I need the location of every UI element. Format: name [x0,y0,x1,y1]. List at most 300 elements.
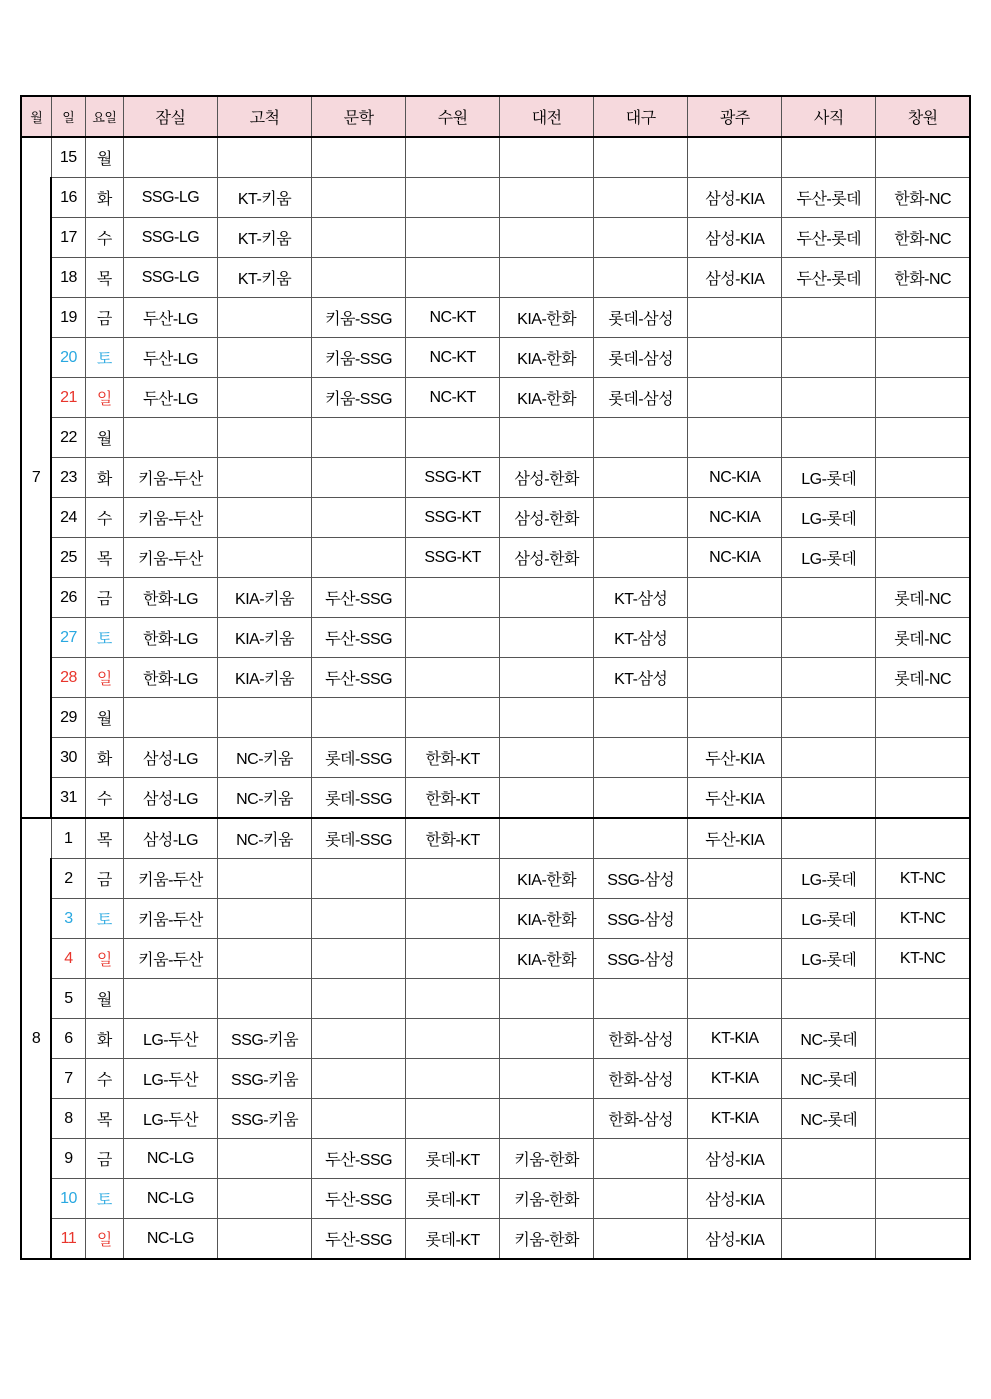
game-cell-gocheok: KIA-키움 [218,578,312,618]
game-cell-daejeon: 키움-한화 [500,1179,594,1219]
table-row [21,458,970,498]
table-row [21,658,970,698]
game-cell-munhak [312,418,406,458]
dow-cell: 금 [85,1139,123,1179]
game-cell-gwangju: 두산-KIA [688,738,782,778]
game-cell-sajik: 두산-롯데 [782,218,876,258]
game-cell-gwangju [688,698,782,738]
table-row [21,218,970,258]
game-cell-jamsil: 삼성-LG [123,818,217,859]
game-cell-jamsil: SSG-LG [123,178,217,218]
game-cell-daejeon: KIA-한화 [500,338,594,378]
game-cell-gwangju: 삼성-KIA [688,1179,782,1219]
game-cell-munhak: 롯데-SSG [312,778,406,819]
game-cell-sajik [782,818,876,859]
game-cell-sajik: NC-롯데 [782,1019,876,1059]
game-cell-changwon [876,1139,970,1179]
dow-cell: 일 [85,1219,123,1260]
day-cell: 25 [51,538,85,578]
table-row [21,939,970,979]
game-cell-changwon [876,1179,970,1219]
game-cell-suwon: NC-KT [406,338,500,378]
game-cell-daegu [594,1219,688,1260]
game-cell-changwon [876,1019,970,1059]
game-cell-changwon: KT-NC [876,859,970,899]
game-cell-sajik [782,698,876,738]
game-cell-jamsil: LG-두산 [123,1059,217,1099]
game-cell-sajik: NC-롯데 [782,1059,876,1099]
game-cell-gwangju [688,618,782,658]
game-cell-gwangju: 두산-KIA [688,778,782,819]
table-row [21,1139,970,1179]
game-cell-daejeon [500,258,594,298]
header-month: 월 [21,96,51,137]
game-cell-jamsil: LG-두산 [123,1019,217,1059]
dow-cell: 화 [85,458,123,498]
game-cell-changwon [876,137,970,178]
game-cell-gwangju [688,859,782,899]
game-cell-daejeon [500,218,594,258]
game-cell-daegu: 롯데-삼성 [594,378,688,418]
game-cell-jamsil: 한화-LG [123,618,217,658]
game-cell-suwon: 한화-KT [406,738,500,778]
dow-cell: 일 [85,378,123,418]
game-cell-sajik [782,738,876,778]
game-cell-daejeon: 키움-한화 [500,1139,594,1179]
game-cell-suwon: NC-KT [406,378,500,418]
game-cell-gocheok [218,1179,312,1219]
game-cell-daejeon [500,1019,594,1059]
game-cell-munhak: 롯데-SSG [312,738,406,778]
game-cell-munhak: 두산-SSG [312,658,406,698]
game-cell-munhak [312,939,406,979]
game-cell-munhak: 두산-SSG [312,578,406,618]
dow-cell: 목 [85,818,123,859]
schedule-page [20,95,971,1260]
game-cell-changwon [876,338,970,378]
game-cell-gocheok [218,538,312,578]
day-cell: 15 [51,137,85,178]
game-cell-suwon [406,258,500,298]
game-cell-munhak: 키움-SSG [312,338,406,378]
game-cell-sajik: LG-롯데 [782,458,876,498]
header-row [21,96,970,137]
game-cell-jamsil [123,418,217,458]
dow-cell: 화 [85,1019,123,1059]
game-cell-jamsil: 키움-두산 [123,859,217,899]
day-cell: 28 [51,658,85,698]
day-cell: 21 [51,378,85,418]
game-cell-jamsil [123,698,217,738]
day-cell: 4 [51,939,85,979]
game-cell-suwon [406,178,500,218]
game-cell-jamsil: SSG-LG [123,258,217,298]
game-cell-suwon [406,418,500,458]
game-cell-jamsil: NC-LG [123,1139,217,1179]
game-cell-jamsil: 한화-LG [123,578,217,618]
game-cell-changwon [876,1219,970,1260]
game-cell-suwon [406,218,500,258]
game-cell-daejeon [500,818,594,859]
game-cell-munhak [312,178,406,218]
dow-cell: 일 [85,658,123,698]
game-cell-daegu: SSG-삼성 [594,939,688,979]
game-cell-sajik: 두산-롯데 [782,258,876,298]
header-day: 일 [51,96,85,137]
game-cell-sajik [782,338,876,378]
game-cell-daegu [594,738,688,778]
table-row [21,1179,970,1219]
game-cell-sajik [782,979,876,1019]
game-cell-suwon: 롯데-KT [406,1179,500,1219]
game-cell-jamsil: 한화-LG [123,658,217,698]
game-cell-daejeon: 삼성-한화 [500,458,594,498]
dow-cell: 금 [85,298,123,338]
game-cell-munhak: 두산-SSG [312,1139,406,1179]
game-cell-jamsil [123,979,217,1019]
game-cell-munhak [312,698,406,738]
game-cell-daegu: KT-삼성 [594,578,688,618]
day-cell: 19 [51,298,85,338]
game-cell-changwon: 한화-NC [876,178,970,218]
table-row [21,1219,970,1260]
game-cell-sajik [782,658,876,698]
game-cell-gocheok: KIA-키움 [218,658,312,698]
game-cell-daegu [594,498,688,538]
game-cell-suwon [406,578,500,618]
game-cell-sajik [782,298,876,338]
game-cell-changwon [876,298,970,338]
game-cell-jamsil: 삼성-LG [123,738,217,778]
table-row [21,538,970,578]
baseball-schedule-table [20,95,971,1260]
table-row [21,738,970,778]
day-cell: 31 [51,778,85,819]
game-cell-gwangju [688,658,782,698]
day-cell: 1 [51,818,85,859]
game-cell-gwangju: NC-KIA [688,498,782,538]
game-cell-changwon: 롯데-NC [876,618,970,658]
table-row [21,298,970,338]
game-cell-daegu: SSG-삼성 [594,859,688,899]
game-cell-gocheok [218,899,312,939]
game-cell-daejeon [500,738,594,778]
game-cell-gwangju: NC-KIA [688,538,782,578]
game-cell-munhak: 키움-SSG [312,298,406,338]
dow-cell: 수 [85,778,123,819]
game-cell-changwon [876,498,970,538]
game-cell-daejeon [500,418,594,458]
game-cell-jamsil: 키움-두산 [123,899,217,939]
day-cell: 3 [51,899,85,939]
game-cell-sajik: 두산-롯데 [782,178,876,218]
day-cell: 27 [51,618,85,658]
game-cell-gocheok [218,979,312,1019]
game-cell-suwon [406,137,500,178]
table-body [21,137,970,1259]
game-cell-gwangju: 삼성-KIA [688,178,782,218]
game-cell-suwon [406,899,500,939]
day-cell: 2 [51,859,85,899]
game-cell-daejeon [500,178,594,218]
game-cell-munhak: 두산-SSG [312,1179,406,1219]
game-cell-sajik: LG-롯데 [782,939,876,979]
dow-cell: 금 [85,578,123,618]
game-cell-sajik [782,137,876,178]
game-cell-gwangju [688,979,782,1019]
game-cell-gwangju [688,418,782,458]
game-cell-sajik: LG-롯데 [782,538,876,578]
game-cell-sajik [782,1139,876,1179]
game-cell-suwon [406,859,500,899]
game-cell-munhak: 롯데-SSG [312,818,406,859]
game-cell-gocheok: SSG-키움 [218,1099,312,1139]
game-cell-sajik [782,1219,876,1260]
game-cell-munhak [312,979,406,1019]
game-cell-changwon: KT-NC [876,939,970,979]
day-cell: 18 [51,258,85,298]
table-row [21,258,970,298]
game-cell-jamsil: 키움-두산 [123,939,217,979]
game-cell-gwangju [688,899,782,939]
header-venue-jamsil: 잠실 [123,96,217,137]
game-cell-changwon [876,538,970,578]
game-cell-gwangju: KT-KIA [688,1059,782,1099]
game-cell-sajik [782,578,876,618]
dow-cell: 월 [85,698,123,738]
game-cell-sajik [782,778,876,819]
game-cell-jamsil [123,137,217,178]
month-cell: 7 [21,137,51,818]
game-cell-gocheok: SSG-키움 [218,1059,312,1099]
game-cell-daejeon [500,137,594,178]
game-cell-changwon: KT-NC [876,899,970,939]
game-cell-sajik [782,1179,876,1219]
game-cell-gocheok: KT-키움 [218,218,312,258]
game-cell-daejeon [500,698,594,738]
game-cell-munhak [312,498,406,538]
dow-cell: 수 [85,1059,123,1099]
game-cell-sajik [782,618,876,658]
game-cell-sajik: LG-롯데 [782,859,876,899]
game-cell-munhak [312,218,406,258]
game-cell-jamsil: 두산-LG [123,338,217,378]
game-cell-daegu [594,778,688,819]
game-cell-gocheok: NC-키움 [218,818,312,859]
header-venue-gwangju: 광주 [688,96,782,137]
game-cell-suwon [406,1059,500,1099]
game-cell-gocheok [218,498,312,538]
game-cell-gwangju: 삼성-KIA [688,258,782,298]
dow-cell: 화 [85,738,123,778]
table-row [21,899,970,939]
day-cell: 24 [51,498,85,538]
game-cell-sajik [782,378,876,418]
game-cell-sajik [782,418,876,458]
header-venue-daegu: 대구 [594,96,688,137]
game-cell-daejeon [500,618,594,658]
day-cell: 22 [51,418,85,458]
game-cell-changwon [876,458,970,498]
game-cell-jamsil: LG-두산 [123,1099,217,1139]
table-row [21,378,970,418]
game-cell-daegu: 한화-삼성 [594,1099,688,1139]
game-cell-suwon [406,1099,500,1139]
game-cell-suwon: 롯데-KT [406,1139,500,1179]
game-cell-daegu: 롯데-삼성 [594,298,688,338]
game-cell-munhak [312,859,406,899]
game-cell-changwon [876,778,970,819]
day-cell: 9 [51,1139,85,1179]
game-cell-gwangju [688,338,782,378]
game-cell-gwangju [688,137,782,178]
game-cell-changwon [876,738,970,778]
game-cell-gocheok [218,1139,312,1179]
game-cell-jamsil: 키움-두산 [123,538,217,578]
game-cell-daejeon: 삼성-한화 [500,538,594,578]
game-cell-jamsil: 삼성-LG [123,778,217,819]
day-cell: 11 [51,1219,85,1260]
game-cell-gwangju: KT-KIA [688,1099,782,1139]
game-cell-gocheok: KIA-키움 [218,618,312,658]
game-cell-gwangju: 삼성-KIA [688,218,782,258]
game-cell-suwon: 한화-KT [406,778,500,819]
table-row [21,338,970,378]
game-cell-sajik: LG-롯데 [782,498,876,538]
game-cell-daegu [594,137,688,178]
game-cell-suwon: 한화-KT [406,818,500,859]
table-row [21,778,970,819]
game-cell-changwon [876,378,970,418]
table-row [21,1019,970,1059]
header-venue-gocheok: 고척 [218,96,312,137]
game-cell-daegu [594,979,688,1019]
game-cell-changwon [876,979,970,1019]
day-cell: 17 [51,218,85,258]
game-cell-suwon [406,979,500,1019]
game-cell-daejeon [500,1059,594,1099]
table-row [21,137,970,178]
game-cell-changwon [876,418,970,458]
game-cell-gwangju [688,378,782,418]
game-cell-daegu [594,538,688,578]
game-cell-suwon: SSG-KT [406,498,500,538]
game-cell-daegu [594,1179,688,1219]
game-cell-daejeon [500,658,594,698]
game-cell-jamsil: NC-LG [123,1219,217,1260]
game-cell-daejeon: 삼성-한화 [500,498,594,538]
game-cell-daegu: KT-삼성 [594,618,688,658]
game-cell-gwangju: 삼성-KIA [688,1219,782,1260]
game-cell-daejeon: KIA-한화 [500,378,594,418]
game-cell-gocheok: KT-키움 [218,258,312,298]
header-venue-suwon: 수원 [406,96,500,137]
day-cell: 7 [51,1059,85,1099]
game-cell-suwon: NC-KT [406,298,500,338]
dow-cell: 토 [85,618,123,658]
header-venue-changwon: 창원 [876,96,970,137]
game-cell-munhak [312,1099,406,1139]
game-cell-munhak: 두산-SSG [312,1219,406,1260]
game-cell-gocheok [218,859,312,899]
game-cell-munhak [312,899,406,939]
table-row [21,498,970,538]
game-cell-daegu: KT-삼성 [594,658,688,698]
game-cell-daegu [594,1139,688,1179]
game-cell-sajik: LG-롯데 [782,899,876,939]
game-cell-daegu [594,818,688,859]
game-cell-daegu: 롯데-삼성 [594,338,688,378]
game-cell-gwangju [688,578,782,618]
game-cell-suwon: SSG-KT [406,538,500,578]
game-cell-munhak [312,1019,406,1059]
month-cell: 8 [21,818,51,1259]
game-cell-suwon: 롯데-KT [406,1219,500,1260]
dow-cell: 수 [85,498,123,538]
game-cell-daejeon [500,578,594,618]
dow-cell: 일 [85,939,123,979]
game-cell-daejeon [500,778,594,819]
day-cell: 26 [51,578,85,618]
dow-cell: 목 [85,258,123,298]
game-cell-changwon [876,1059,970,1099]
dow-cell: 수 [85,218,123,258]
table-row [21,418,970,458]
day-cell: 16 [51,178,85,218]
day-cell: 29 [51,698,85,738]
game-cell-suwon: SSG-KT [406,458,500,498]
game-cell-gocheok [218,418,312,458]
game-cell-gocheok [218,378,312,418]
day-cell: 8 [51,1099,85,1139]
game-cell-changwon: 롯데-NC [876,658,970,698]
dow-cell: 월 [85,418,123,458]
game-cell-daegu [594,418,688,458]
header-venue-daejeon: 대전 [500,96,594,137]
game-cell-daejeon: KIA-한화 [500,859,594,899]
game-cell-gocheok [218,1219,312,1260]
dow-cell: 월 [85,979,123,1019]
game-cell-jamsil: NC-LG [123,1179,217,1219]
game-cell-gwangju: KT-KIA [688,1019,782,1059]
table-row [21,1059,970,1099]
table-row [21,618,970,658]
day-cell: 23 [51,458,85,498]
game-cell-gocheok: KT-키움 [218,178,312,218]
table-row [21,178,970,218]
game-cell-gwangju [688,298,782,338]
game-cell-suwon [406,939,500,979]
dow-cell: 토 [85,338,123,378]
day-cell: 5 [51,979,85,1019]
game-cell-daejeon: 키움-한화 [500,1219,594,1260]
game-cell-daegu [594,218,688,258]
header-venue-munhak: 문학 [312,96,406,137]
game-cell-daejeon: KIA-한화 [500,939,594,979]
game-cell-daegu: 한화-삼성 [594,1059,688,1099]
dow-cell: 월 [85,137,123,178]
dow-cell: 금 [85,859,123,899]
game-cell-changwon [876,818,970,859]
game-cell-daegu [594,698,688,738]
game-cell-munhak [312,137,406,178]
game-cell-gocheok: NC-키움 [218,778,312,819]
dow-cell: 토 [85,899,123,939]
game-cell-gwangju: 삼성-KIA [688,1139,782,1179]
table-row [21,979,970,1019]
game-cell-gocheok [218,458,312,498]
game-cell-gocheok [218,298,312,338]
